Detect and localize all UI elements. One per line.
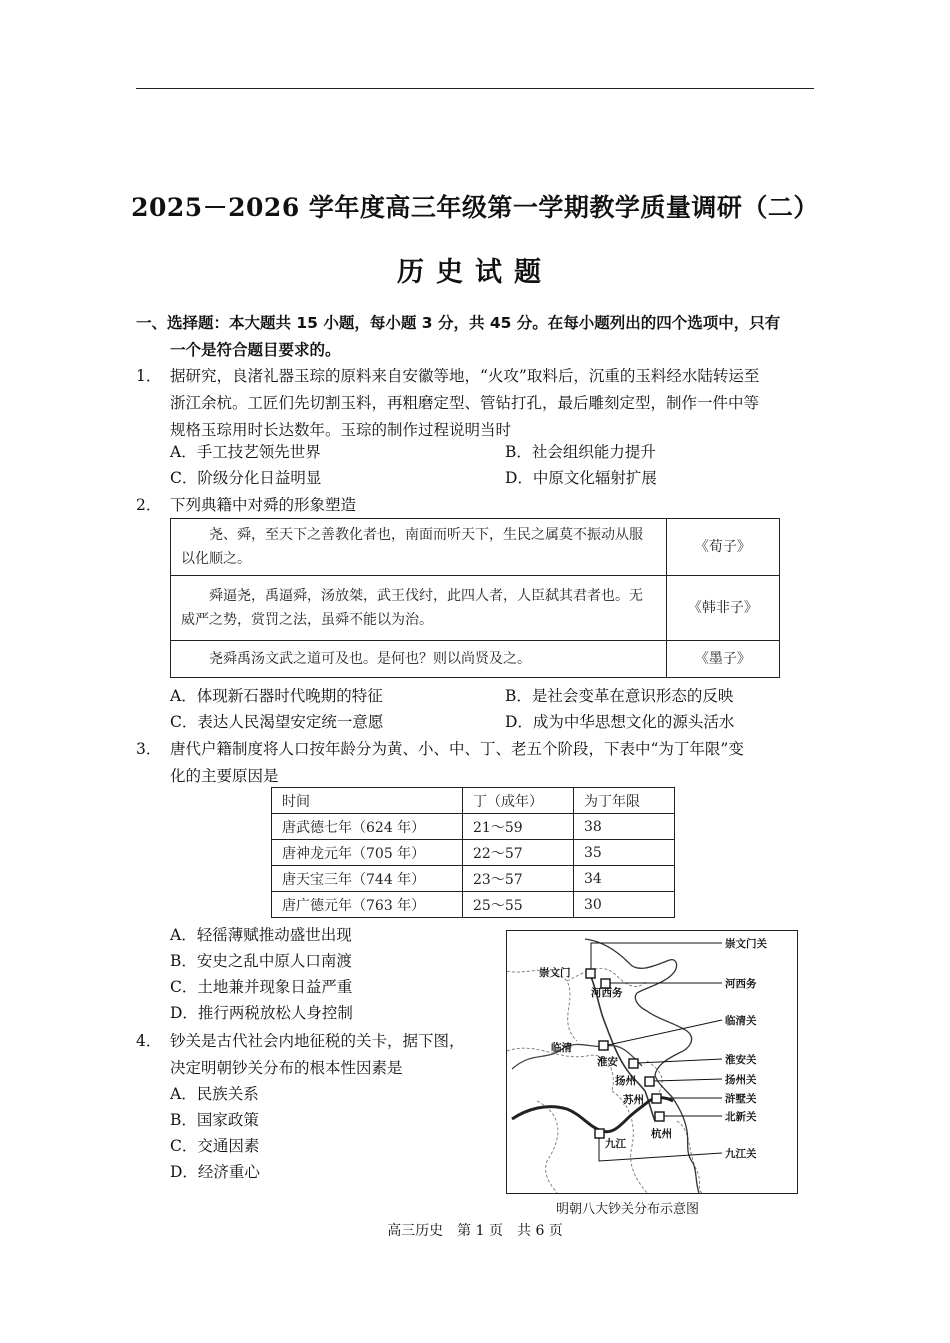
- gate-label: 淮安关: [725, 1054, 757, 1066]
- cell-years: 38: [574, 814, 675, 840]
- cell-time: 唐神龙元年（705 年）: [272, 840, 463, 866]
- exam-title: 2025－2026 学年度高三年级第一学期教学质量调研（二）: [131, 193, 819, 222]
- quote-text: 尧、舜，至天下之善教化者也，南面而听天下，生民之属莫不振动从服以化顺之。: [171, 519, 667, 576]
- q4-option-d[interactable]: D．经济重心: [170, 1163, 260, 1181]
- gate-label: 扬州关: [725, 1074, 757, 1086]
- gate-label: 北新关: [725, 1111, 757, 1123]
- q1-line: 据研究，良渚礼器玉琮的原料来自安徽等地，“火攻”取料后，沉重的玉料经水陆转运至: [170, 367, 760, 385]
- q1-stem: [170, 363, 820, 444]
- city-label: 杭州: [651, 1128, 672, 1140]
- q4-option-c[interactable]: C．交通因素: [170, 1137, 260, 1155]
- q3-line: 唐代户籍制度将人口按年龄分为黄、小、中、丁、老五个阶段，下表中“为丁年限”变: [170, 740, 744, 758]
- table-row: [171, 519, 780, 576]
- section-heading-line2: 一个是符合题目要求的。: [170, 341, 341, 359]
- cell-age: 23～57: [463, 866, 574, 892]
- gate-label: 临清关: [725, 1015, 757, 1027]
- q1-line: 浙江余杭。工匠们先切割玉料，再粗磨定型、管钻打孔，最后雕刻定型，制作一件中等: [170, 394, 760, 412]
- table-row: [171, 576, 780, 641]
- q1-option-d[interactable]: D．中原文化辐射扩展: [505, 469, 657, 487]
- city-label: 扬州: [615, 1075, 636, 1087]
- q3-number: 3．: [136, 740, 162, 758]
- cell-time: 唐武德七年（624 年）: [272, 814, 463, 840]
- table-row: [272, 892, 675, 918]
- page-footer: 高三历史 第 1 页 共 6 页: [387, 1223, 563, 1239]
- q2-option-b[interactable]: B．是社会变革在意识形态的反映: [505, 687, 734, 705]
- table-row: [272, 840, 675, 866]
- q1-option-c[interactable]: C．阶级分化日益明显: [170, 469, 322, 487]
- city-label: 崇文门: [539, 967, 571, 979]
- q2-option-c[interactable]: C．表达人民渴望安定统一意愿: [170, 713, 384, 731]
- quote-source: 《韩非子》: [666, 576, 779, 641]
- city-label: 临清: [551, 1042, 572, 1054]
- q1-line: 规格玉琮用时长达数年。玉琮的制作过程说明当时: [170, 421, 512, 439]
- cell-years: 30: [574, 892, 675, 918]
- city-label: 九江: [605, 1138, 626, 1150]
- q1-number: 1．: [136, 367, 162, 385]
- table-row: [272, 866, 675, 892]
- q3-data-table: [271, 787, 675, 918]
- q4-option-b[interactable]: B．国家政策: [170, 1111, 259, 1129]
- q1-option-b[interactable]: B．社会组织能力提升: [505, 443, 656, 461]
- table-header-row: [272, 788, 675, 814]
- q2-option-d[interactable]: D．成为中华思想文化的源头活水: [505, 713, 735, 731]
- quote-source: 《荀子》: [666, 519, 779, 576]
- header-rule: [136, 88, 814, 89]
- q4-line: 钞关是古代社会内地征税的关卡，据下图，: [170, 1032, 465, 1050]
- cell-age: 25～55: [463, 892, 574, 918]
- q3-line: 化的主要原因是: [170, 767, 279, 785]
- col-header-years: 为丁年限: [574, 788, 675, 814]
- q4-stem: [170, 1028, 465, 1082]
- cell-age: 22～57: [463, 840, 574, 866]
- cell-time: 唐广德元年（763 年）: [272, 892, 463, 918]
- q3-option-a[interactable]: A．轻徭薄赋推动盛世出现: [170, 926, 352, 944]
- quote-source: 《墨子》: [666, 641, 779, 678]
- cell-age: 21～59: [463, 814, 574, 840]
- yangtze-river: [512, 1098, 673, 1132]
- gate-label: 崇文门关: [725, 938, 767, 950]
- cell-years: 34: [574, 866, 675, 892]
- q3-option-b[interactable]: B．安史之乱中原人口南渡: [170, 952, 352, 970]
- city-label: 河西务: [591, 987, 623, 999]
- quote-text: 舜逼尧，禹逼舜，汤放桀，武王伐纣，此四人者，人臣弑其君者也。无威严之势，赏罚之法，虽舜不能以为治。: [171, 576, 667, 641]
- q3-stem: [170, 736, 744, 790]
- city-label: 淮安: [597, 1056, 618, 1068]
- q3-option-c[interactable]: C．土地兼并现象日益严重: [170, 978, 353, 996]
- cell-years: 35: [574, 840, 675, 866]
- quote-text: 尧舜禹汤文武之道可及也。是何也？则以尚贤及之。: [171, 641, 667, 678]
- subject-title: 历史试题: [397, 257, 553, 288]
- q2-quote-table: [170, 518, 780, 678]
- q2-option-a[interactable]: A．体现新石器时代晚期的特征: [170, 687, 383, 705]
- q3-option-d[interactable]: D．推行两税放松人身控制: [170, 1004, 353, 1022]
- col-header-age: 丁（成年）: [463, 788, 574, 814]
- table-row: [272, 814, 675, 840]
- cell-time: 唐天宝三年（744 年）: [272, 866, 463, 892]
- gate-label: 浒墅关: [725, 1093, 757, 1105]
- q4-number: 4．: [136, 1032, 162, 1050]
- section-heading: [136, 310, 818, 364]
- city-label: 苏州: [623, 1094, 644, 1106]
- q4-line: 决定明朝钞关分布的根本性因素是: [170, 1059, 403, 1077]
- q2-stem: 下列典籍中对舜的形象塑造: [170, 496, 357, 514]
- map-caption: 明朝八大钞关分布示意图: [556, 1202, 700, 1217]
- col-header-time: 时间: [272, 788, 463, 814]
- q1-option-a[interactable]: A．手工技艺领先世界: [170, 443, 321, 461]
- section-heading-line1: 一、选择题：本大题共 15 小题，每小题 3 分，共 45 分。在每小题列出的四个选项中，只有: [136, 314, 781, 332]
- gate-label: 九江关: [725, 1148, 757, 1160]
- ming-customs-map: [506, 930, 798, 1194]
- table-row: [171, 641, 780, 678]
- q4-option-a[interactable]: A．民族关系: [170, 1085, 259, 1103]
- gate-label: 河西务: [725, 978, 757, 990]
- q2-number: 2．: [136, 496, 162, 514]
